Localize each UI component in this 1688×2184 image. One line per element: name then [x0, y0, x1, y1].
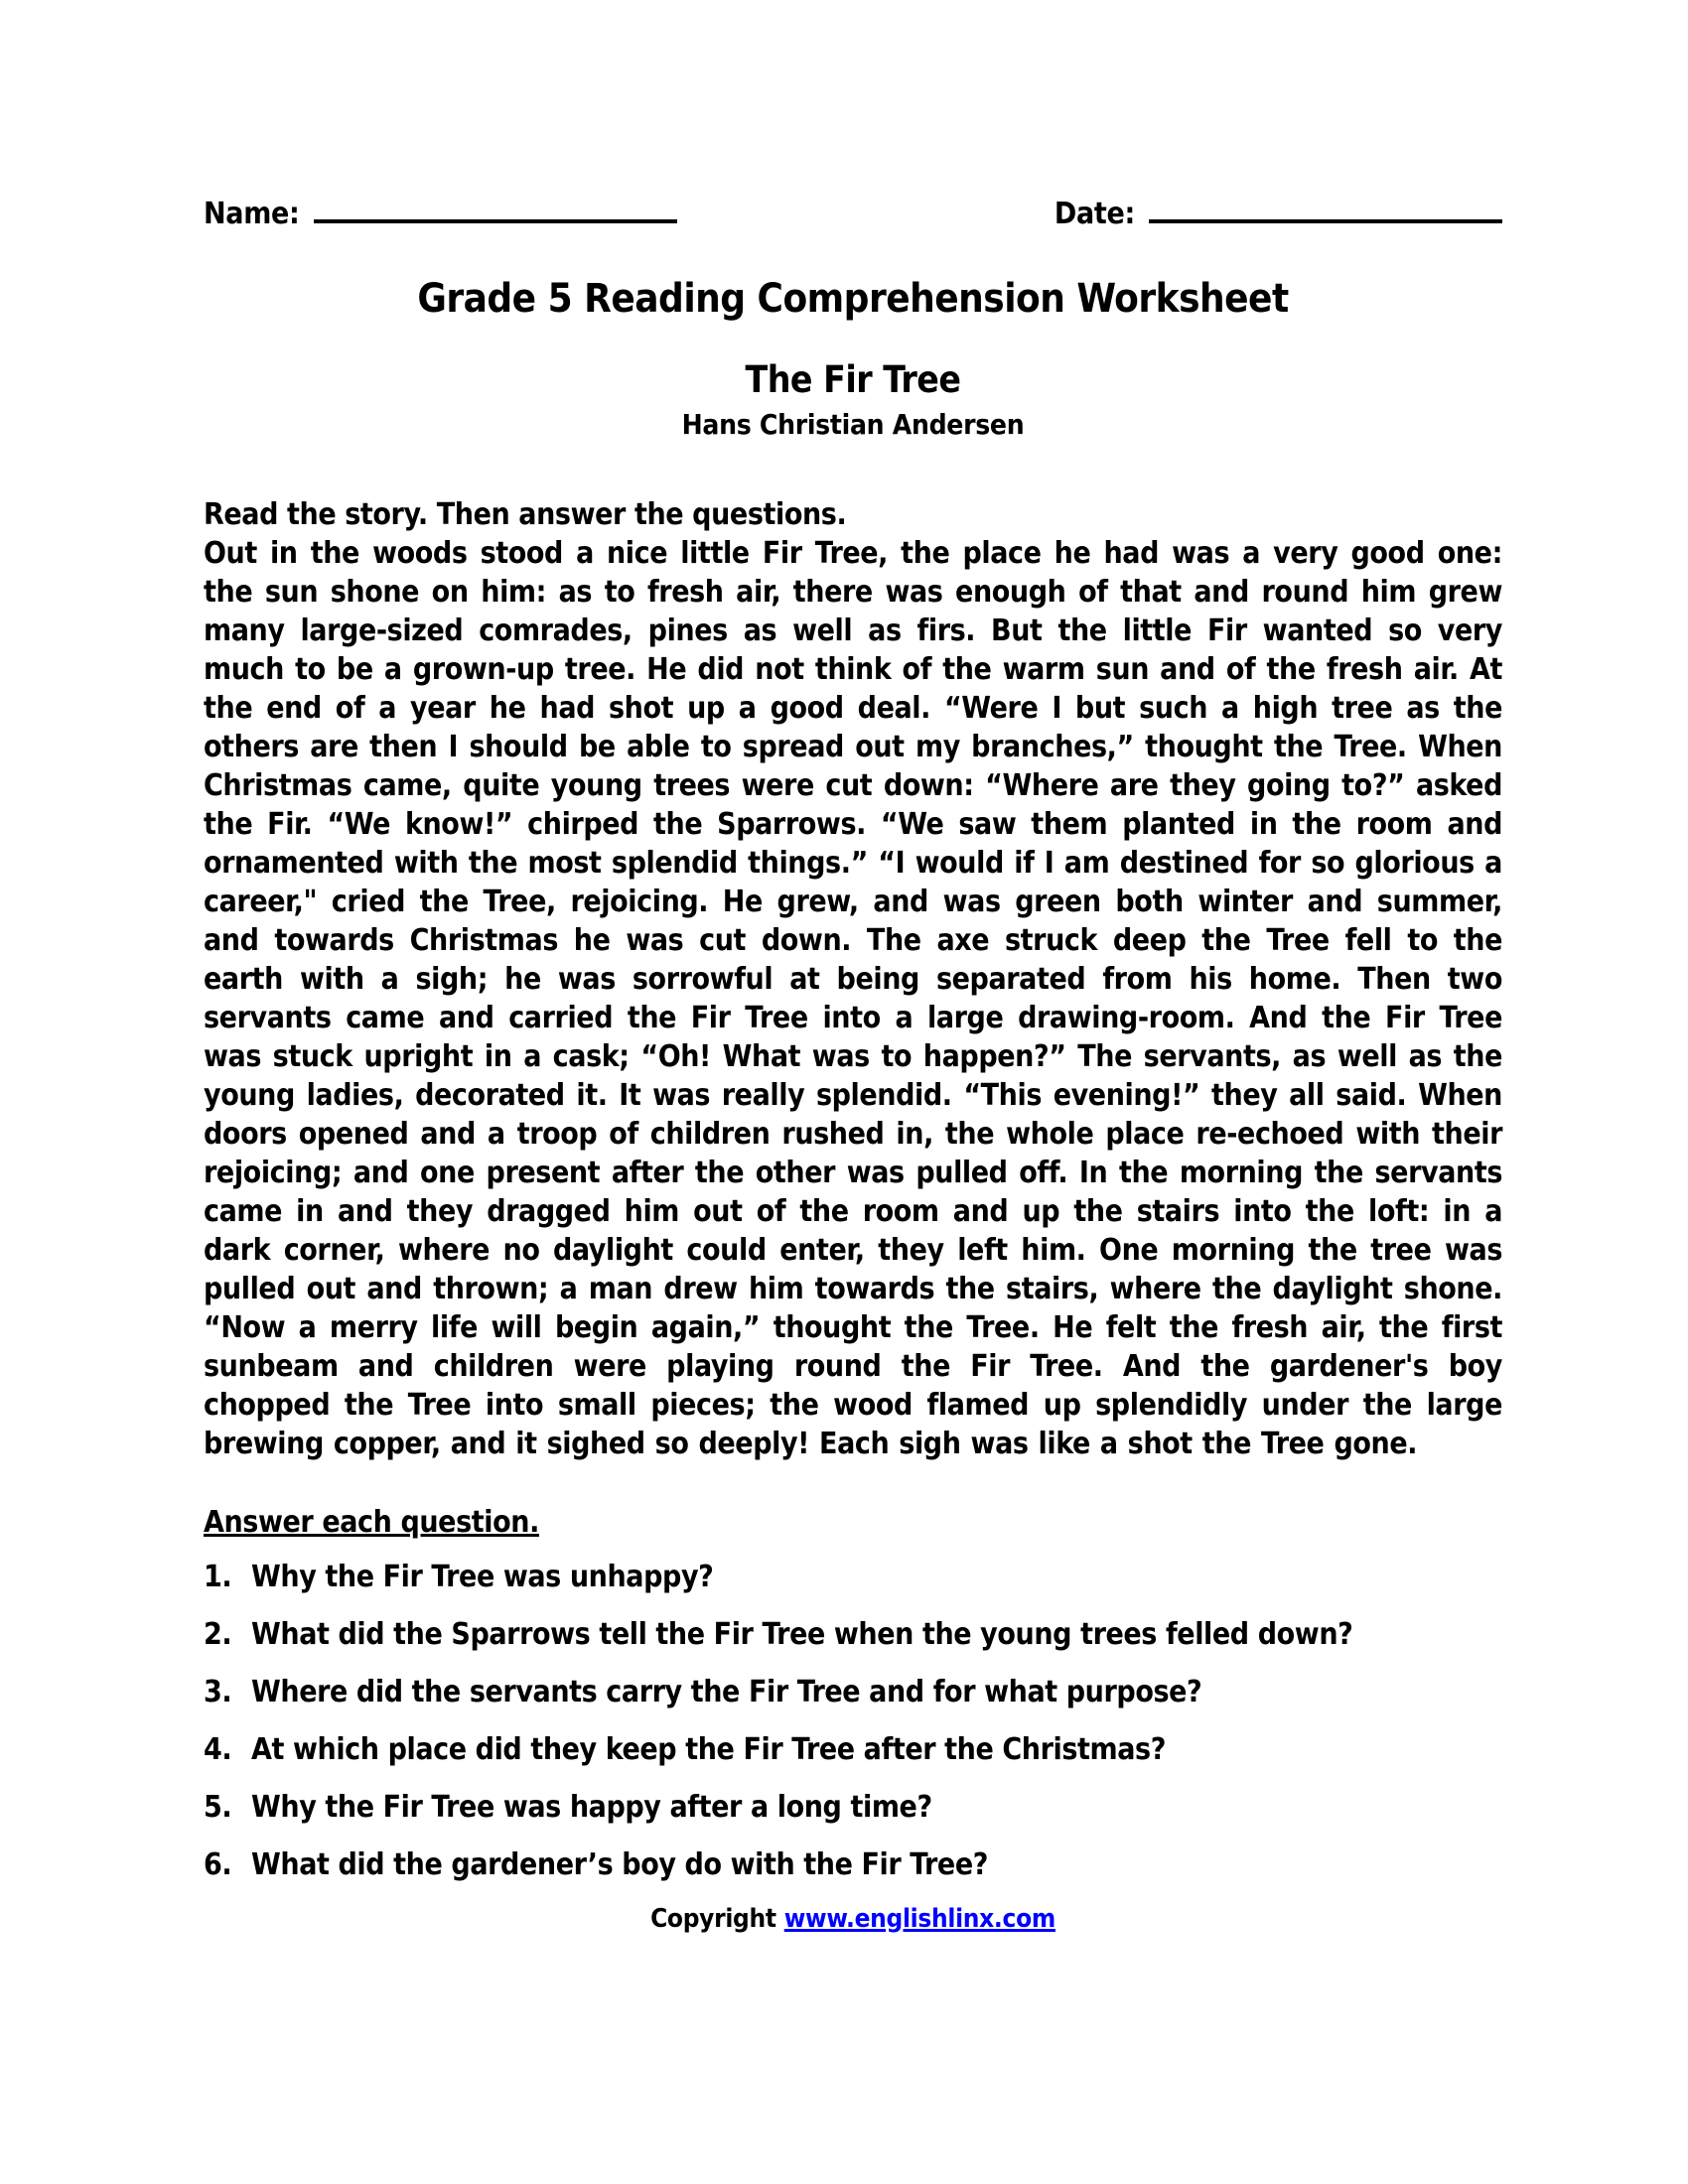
- question-number: 3.: [204, 1675, 232, 1709]
- questions-heading: Answer each question.: [204, 1505, 539, 1540]
- date-label: Date:: [1054, 197, 1135, 231]
- question-text: Where did the servants carry the Fir Tree and for what purpose?: [251, 1675, 1202, 1709]
- question-text: At which place did they keep the Fir Tree after the Christmas?: [251, 1732, 1166, 1767]
- name-blank-line: [314, 196, 677, 223]
- worksheet-content: [204, 0, 1502, 1935]
- question-text: What did the Sparrows tell the Fir Tree when the young trees felled down?: [251, 1617, 1353, 1652]
- question-list: [204, 1558, 1502, 1884]
- question-number: 6.: [204, 1847, 232, 1882]
- story-title: The Fir Tree: [745, 358, 961, 401]
- question-item-4: [204, 1730, 1502, 1769]
- question-item-5: [204, 1788, 1502, 1827]
- question-item-3: [204, 1673, 1502, 1711]
- story-text: Out in the woods stood a nice little Fir Tree, the place he had was a very good one: the sun shone on him: as to fresh air, there was enough of that and round him grew many large-sized comrades, pines as well as firs. But the little Fir wanted so very much to be a grown-up tree. He did not think of the warm sun and of the fresh air. At the end of a year he had shot up a good deal. “Were I but such a high tree as the others are then I should be able to spread out my branches,” thought the Tree. When Christmas came, quite young trees were cut down: “Where are they going to?” asked the Fir. “We know!” chirped the Sparrows. “We saw them planted in the room and ornamented with the most splendid things.” “I would if I am destined for so glorious a career," cried the Tree, rejoicing. He grew, and was green both winter and summer, and towards Christmas he was cut down. The axe struck deep the Tree fell to the earth with a sigh; he was sorrowful at being separated from his home. Then two servants came and carried the Fir Tree into a large drawing-room. And the Fir Tree was stuck upright in a cask; “Oh! What was to happen?” The servants, as well as the young ladies, decorated it. It was really splendid. “This evening!” they all said. When doors opened and a troop of children rushed in, the whole place re-echoed with their rejoicing; and one present after the other was pulled off. In the morning the servants came in and they dragged him out of the room and up the stairs into the loft: in a dark corner, where no daylight could enter, they left him. One morning the tree was pulled out and thrown; a man drew him towards the stairs, where the daylight shone. “Now a merry life will begin again,” thought the Tree. He felt the fresh air, the first sunbeam and children were playing round the Fir Tree. And the gardener's boy chopped the Tree into small pieces; the wood flamed up splendidly under the large brewing copper, and it sighed so deeply! Each sigh was like a shot the Tree gone.: [204, 536, 1502, 1461]
- question-item-6: [204, 1845, 1502, 1884]
- question-text: Why the Fir Tree was happy after a long time?: [251, 1790, 932, 1825]
- question-number: 5.: [204, 1790, 232, 1825]
- page-title: Grade 5 Reading Comprehension Worksheet: [417, 276, 1289, 322]
- story-author: Hans Christian Andersen: [681, 408, 1025, 441]
- question-item-1: [204, 1558, 1502, 1596]
- copyright-link[interactable]: www.englishlinx.com: [783, 1904, 1055, 1934]
- copyright-line: [204, 1903, 1502, 1935]
- name-field: [204, 196, 677, 231]
- header: [204, 196, 1502, 231]
- question-number: 2.: [204, 1617, 232, 1652]
- date-blank-line: [1149, 196, 1502, 223]
- name-label: Name:: [204, 197, 300, 231]
- copyright-label: Copyright: [650, 1904, 776, 1934]
- question-number: 4.: [204, 1732, 232, 1767]
- instructions-line: Read the story. Then answer the questions.: [204, 497, 847, 532]
- date-field: [1055, 196, 1502, 231]
- question-text: Why the Fir Tree was unhappy?: [251, 1560, 714, 1594]
- question-number: 1.: [204, 1560, 232, 1594]
- question-item-2: [204, 1615, 1502, 1654]
- question-text: What did the gardener’s boy do with the Fir Tree?: [251, 1847, 989, 1882]
